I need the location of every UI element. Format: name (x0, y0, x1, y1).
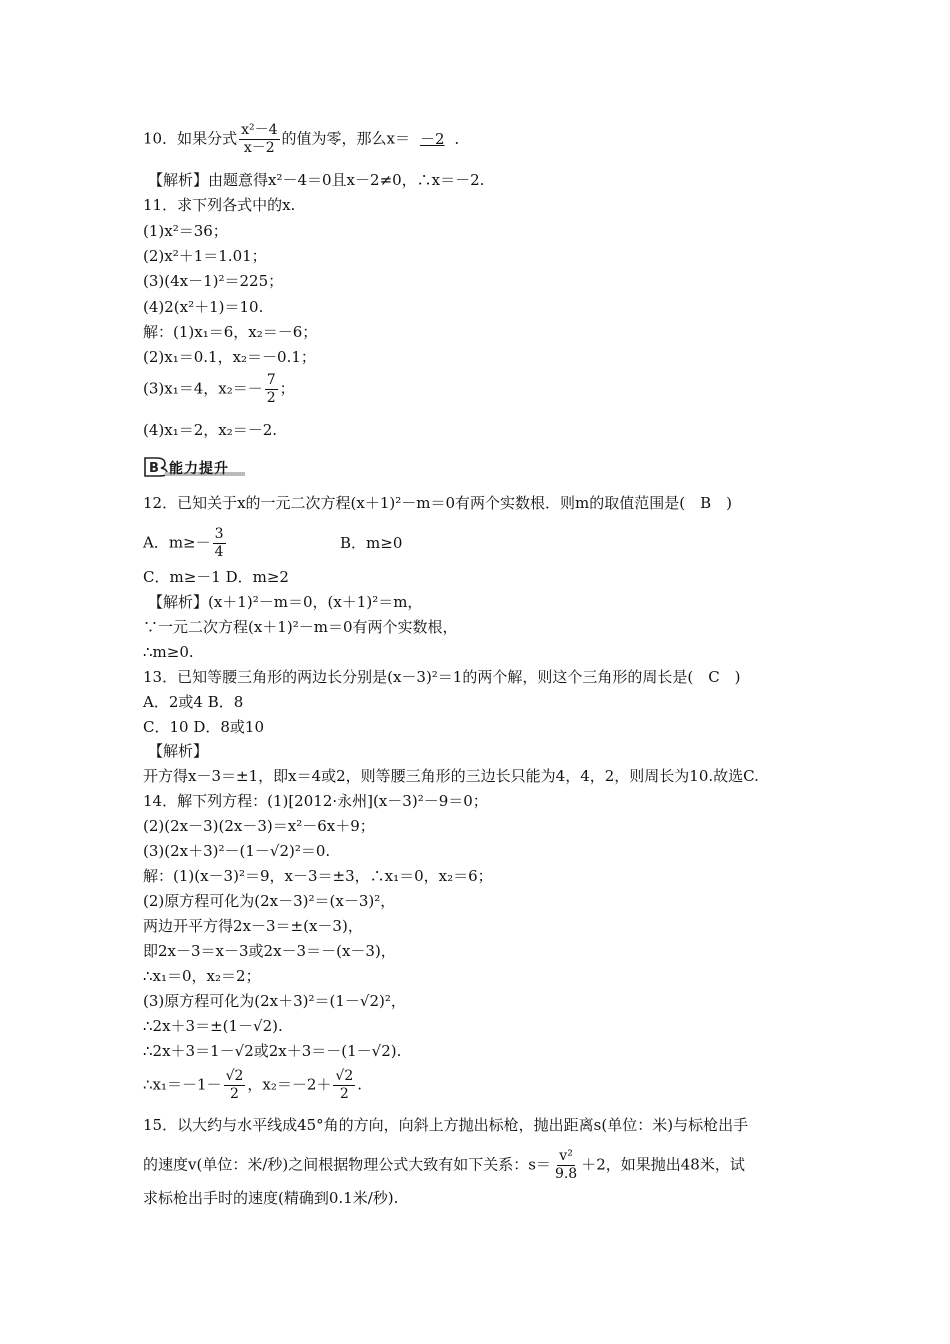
q11-solution-2: (2)x₁＝0.1，x₂＝－0.1； (143, 348, 316, 366)
q14-stem: 14．解下列方程：(1)[2012·永州](x－3)²－9＝0； (143, 792, 488, 810)
q14-solution-2c: 即2x－3＝x－3或2x－3＝－(x－3)， (143, 942, 396, 960)
q13-analysis-label: 【解析】 (148, 742, 209, 760)
q15-line-3: 求标枪出手时的速度(精确到0.1米/秒). (143, 1189, 399, 1207)
q14-sol3d-fraction-2: $\frac{√2}{2}$ (335, 1068, 354, 1102)
q10-frac-num: x²－4 (241, 122, 278, 138)
q12-analysis-2: ∵一元二次方程(x＋1)²－m＝0有两个实数根， (143, 618, 458, 636)
q10-end: ． (454, 129, 470, 148)
q12-stem: 12．已知关于x的一元二次方程(x＋1)²－m＝0有两个实数根．则m的取值范围是( B ) (143, 494, 732, 512)
q10-analysis: 【解析】由题意得x²－4＝0且x－2≠0，∴x＝－2. (148, 171, 485, 189)
q11-solution-1: 解：(1)x₁＝6，x₂＝－6； (143, 323, 318, 341)
q14-solution-3a: (3)原方程可化为(2x＋3)²＝(1－√2)²， (143, 992, 406, 1010)
q12-analysis-3: ∴m≥0. (143, 643, 194, 661)
q14-solution-2b: 两边开平方得2x－3＝±(x－3)， (143, 917, 363, 935)
q14-part-3: (3)(2x＋3)²－(1－√2)²＝0. (143, 842, 331, 860)
q10-prefix: 10．如果分式 (143, 129, 238, 148)
q14-solution-2d: ∴x₁＝0，x₂＝2； (143, 967, 261, 985)
q13-choice-cd: C．10 D．8或10 (143, 718, 264, 736)
q14-part-2: (2)(2x－3)(2x－3)＝x²－6x＋9； (143, 817, 375, 835)
q12-analysis-1: 【解析】(x＋1)²－m＝0，(x＋1)²＝m， (148, 593, 423, 611)
q12-choice-b: B．m≥0 (340, 534, 403, 552)
q14-sol3d-fraction-1: $\frac{√2}{2}$ (225, 1068, 244, 1102)
q11-item-2: (2)x²＋1＝1.01； (143, 247, 267, 265)
section-badge (143, 456, 247, 478)
q14-solution-3d: ∴x₁＝－1－ $\frac{√2}{2}$ ，x₂＝－2＋ $\frac{√2}{2}$ . (143, 1068, 363, 1102)
q11-sol3-fraction: $\frac{7}{2}$ (266, 372, 276, 406)
q14-solution-3c: ∴2x＋3＝1－√2或2x＋3＝－(1－√2). (143, 1042, 402, 1060)
q12-choice-cd: C．m≥－1 D．m≥2 (143, 568, 289, 586)
q14-solution-3b: ∴2x＋3＝±(1－√2). (143, 1017, 283, 1035)
section-badge-label: 能力提升 (169, 461, 229, 477)
q15-line-1: 15．以大约与水平线成45°角的方向，向斜上方抛出标枪，抛出距离s(单位：米)与标枪出手 (143, 1116, 749, 1134)
q10-answer: －2 (419, 129, 445, 148)
q13-analysis: 开方得x－3＝±1，即x＝4或2，则等腰三角形的三边长只能为4，4，2，则周长为10.故选C. (143, 767, 759, 785)
q11-item-1: (1)x²＝36； (143, 222, 228, 240)
q13-choice-ab: A．2或4 B．8 (143, 693, 244, 711)
q14-solution-1: 解：(1)(x－3)²＝9，x－3＝±3，∴x₁＝0，x₂＝6； (143, 867, 493, 885)
section-badge-letter: B (149, 461, 159, 476)
q13-stem: 13．已知等腰三角形的两边长分别是(x－3)²＝1的两个解，则这个三角形的周长是( C ) (143, 668, 741, 686)
q14-solution-2a: (2)原方程可化为(2x－3)²＝(x－3)²， (143, 892, 396, 910)
q11-title: 11．求下列各式中的x. (143, 196, 296, 214)
q12-choice-a-fraction: $\frac{3}{4}$ (214, 526, 224, 560)
q10-question (143, 122, 470, 157)
q12-choice-a: A．m≥－ $\frac{3}{4}$ (143, 526, 224, 560)
q11-item-4: (4)2(x²＋1)＝10. (143, 298, 264, 316)
q15-fraction: $\frac{\text{v²}}{9.8}$ (554, 1148, 578, 1182)
q11-solution-4: (4)x₁＝2，x₂＝－2. (143, 421, 278, 439)
q10-suffix: 的值为零，那么x＝ (281, 129, 410, 148)
q11-solution-3: (3)x₁＝4，x₂＝－ $\frac{7}{2}$ ； (143, 372, 295, 406)
q11-item-3: (3)(4x－1)²＝225； (143, 272, 284, 290)
q10-fraction (239, 122, 279, 157)
q10-frac-den: x－2 (243, 140, 275, 156)
q15-line-2: 的速度v(单位：米/秒)之间根据物理公式大致有如下关系：s＝ $\frac{\text{v²}}{9.8}$ ＋2，如果抛出48米，试 (143, 1148, 745, 1182)
